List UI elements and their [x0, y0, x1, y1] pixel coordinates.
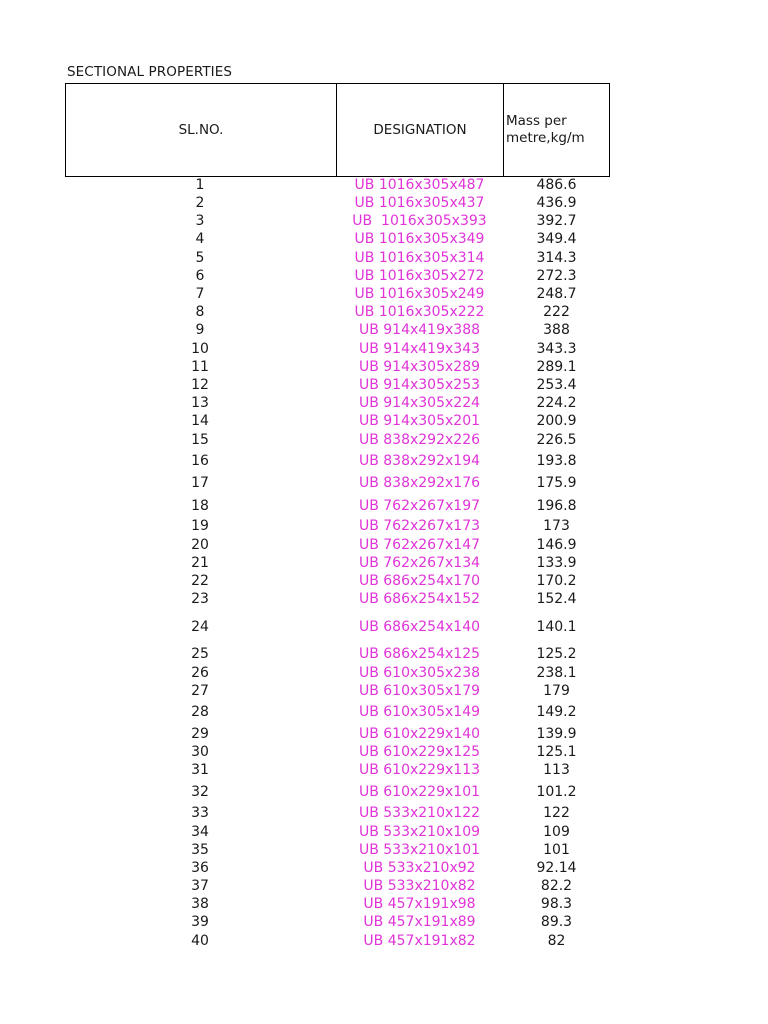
cell-designation: UB 1016x305x222	[354, 304, 485, 320]
table-row	[0, 932, 768, 950]
cell-mass: 101.2	[536, 784, 577, 800]
cell-slno: 31	[191, 762, 209, 778]
cell-mass: 133.9	[536, 555, 577, 571]
table-row	[0, 452, 768, 470]
cell-slno: 37	[191, 878, 209, 894]
cell-designation: UB 1016x305x487	[354, 177, 485, 193]
table-row	[0, 823, 768, 841]
cell-slno: 23	[191, 591, 209, 607]
cell-designation: UB 838x292x226	[358, 432, 481, 448]
cell-designation: UB 914x305x201	[358, 413, 481, 429]
cell-designation: UB 610x229x125	[358, 744, 481, 760]
cell-mass: 343.3	[536, 341, 577, 357]
cell-mass: 139.9	[536, 726, 577, 742]
cell-designation: UB 610x305x179	[358, 683, 481, 699]
table-row	[0, 194, 768, 212]
cell-mass: 179	[543, 683, 570, 699]
table-row	[0, 340, 768, 358]
header-designation: DESIGNATION	[337, 84, 504, 176]
cell-designation: UB 686x254x170	[358, 573, 481, 589]
cell-mass: 113	[543, 762, 570, 778]
header-mass-line1: Mass per	[506, 113, 567, 129]
table-row	[0, 474, 768, 492]
cell-mass: 314.3	[536, 250, 577, 266]
cell-slno: 2	[195, 195, 205, 211]
cell-mass: 101	[543, 842, 570, 858]
cell-designation: UB 1016x305x393	[352, 213, 487, 229]
cell-designation: UB 762x267x134	[358, 555, 481, 571]
cell-mass: 175.9	[536, 475, 577, 491]
cell-slno: 29	[191, 726, 209, 742]
cell-slno: 5	[195, 250, 205, 266]
cell-slno: 15	[191, 432, 209, 448]
cell-designation: UB 1016x305x272	[354, 268, 485, 284]
table-row	[0, 743, 768, 761]
cell-designation: UB 610x229x101	[358, 784, 481, 800]
table-row	[0, 431, 768, 449]
cell-mass: 253.4	[536, 377, 577, 393]
cell-slno: 27	[191, 683, 209, 699]
table-row	[0, 554, 768, 572]
table-row	[0, 645, 768, 663]
table-row	[0, 249, 768, 267]
cell-mass: 89.3	[540, 914, 573, 930]
table-row	[0, 895, 768, 913]
cell-slno: 11	[191, 359, 209, 375]
table-row	[0, 682, 768, 700]
cell-mass: 200.9	[536, 413, 577, 429]
cell-designation: UB 686x254x152	[358, 591, 481, 607]
table-row	[0, 212, 768, 230]
cell-mass: 193.8	[536, 453, 577, 469]
cell-mass: 170.2	[536, 573, 577, 589]
cell-slno: 26	[191, 665, 209, 681]
cell-designation: UB 610x305x238	[358, 665, 481, 681]
cell-mass: 222	[543, 304, 570, 320]
cell-slno: 17	[191, 475, 209, 491]
cell-mass: 92.14	[536, 860, 577, 876]
cell-mass: 224.2	[536, 395, 577, 411]
cell-slno: 24	[191, 619, 209, 635]
table-row	[0, 394, 768, 412]
cell-slno: 8	[195, 304, 205, 320]
cell-mass: 272.3	[536, 268, 577, 284]
sheet-title: SECTIONAL PROPERTIES	[67, 64, 233, 80]
cell-mass: 248.7	[536, 286, 577, 302]
cell-designation: UB 533x210x82	[363, 878, 476, 894]
cell-designation: UB 1016x305x249	[354, 286, 485, 302]
cell-mass: 122	[543, 805, 570, 821]
cell-mass: 392.7	[536, 213, 577, 229]
cell-mass: 436.9	[536, 195, 577, 211]
table-row	[0, 303, 768, 321]
table-row	[0, 703, 768, 721]
cell-slno: 12	[191, 377, 209, 393]
cell-mass: 82	[547, 933, 566, 949]
cell-slno: 30	[191, 744, 209, 760]
table-row	[0, 725, 768, 743]
cell-slno: 35	[191, 842, 209, 858]
table-row	[0, 877, 768, 895]
cell-mass: 349.4	[536, 231, 577, 247]
cell-designation: UB 914x419x343	[358, 341, 481, 357]
cell-mass: 173	[543, 518, 570, 534]
cell-slno: 33	[191, 805, 209, 821]
cell-slno: 13	[191, 395, 209, 411]
cell-slno: 18	[191, 498, 209, 514]
cell-mass: 486.6	[536, 177, 577, 193]
cell-designation: UB 762x267x147	[358, 537, 481, 553]
cell-mass: 289.1	[536, 359, 577, 375]
cell-designation: UB 686x254x140	[358, 619, 481, 635]
cell-designation: UB 457x191x98	[363, 896, 476, 912]
cell-designation: UB 533x210x92	[363, 860, 476, 876]
cell-mass: 82.2	[540, 878, 573, 894]
cell-slno: 22	[191, 573, 209, 589]
cell-mass: 226.5	[536, 432, 577, 448]
cell-designation: UB 914x419x388	[358, 322, 481, 338]
table-row	[0, 412, 768, 430]
cell-designation: UB 1016x305x314	[354, 250, 485, 266]
table-row	[0, 376, 768, 394]
table-row	[0, 664, 768, 682]
cell-designation: UB 533x210x101	[358, 842, 481, 858]
table-row	[0, 536, 768, 554]
cell-mass: 146.9	[536, 537, 577, 553]
cell-mass: 98.3	[540, 896, 573, 912]
cell-slno: 14	[191, 413, 209, 429]
cell-designation: UB 762x267x173	[358, 518, 481, 534]
cell-slno: 1	[195, 177, 205, 193]
table-row	[0, 841, 768, 859]
table-row	[0, 913, 768, 931]
cell-mass: 238.1	[536, 665, 577, 681]
cell-slno: 32	[191, 784, 209, 800]
table-row	[0, 267, 768, 285]
cell-slno: 40	[191, 933, 209, 949]
cell-slno: 34	[191, 824, 209, 840]
cell-mass: 196.8	[536, 498, 577, 514]
cell-designation: UB 914x305x253	[358, 377, 481, 393]
cell-slno: 25	[191, 646, 209, 662]
cell-designation: UB 838x292x176	[358, 475, 481, 491]
cell-designation: UB 838x292x194	[358, 453, 481, 469]
cell-mass: 125.2	[536, 646, 577, 662]
cell-slno: 16	[191, 453, 209, 469]
cell-designation: UB 533x210x122	[358, 805, 481, 821]
cell-slno: 28	[191, 704, 209, 720]
cell-designation: UB 686x254x125	[358, 646, 481, 662]
cell-mass: 140.1	[536, 619, 577, 635]
cell-mass: 388	[543, 322, 570, 338]
cell-mass: 149.2	[536, 704, 577, 720]
table-row	[0, 783, 768, 801]
table-row	[0, 590, 768, 608]
cell-slno: 7	[195, 286, 205, 302]
table-row	[0, 618, 768, 636]
cell-mass: 125.1	[536, 744, 577, 760]
table-row	[0, 176, 768, 194]
header-mass-line2: metre,kg/m	[506, 130, 585, 146]
cell-designation: UB 1016x305x437	[354, 195, 485, 211]
table-row	[0, 321, 768, 339]
cell-slno: 36	[191, 860, 209, 876]
table-row	[0, 804, 768, 822]
cell-slno: 4	[195, 231, 205, 247]
cell-slno: 20	[191, 537, 209, 553]
cell-designation: UB 457x191x89	[363, 914, 476, 930]
cell-mass: 152.4	[536, 591, 577, 607]
cell-mass: 109	[543, 824, 570, 840]
cell-designation: UB 914x305x224	[358, 395, 481, 411]
cell-slno: 19	[191, 518, 209, 534]
table-row	[0, 761, 768, 779]
cell-slno: 3	[195, 213, 205, 229]
header-slno: SL.NO.	[66, 84, 337, 176]
cell-designation: UB 762x267x197	[358, 498, 481, 514]
cell-slno: 39	[191, 914, 209, 930]
cell-slno: 9	[195, 322, 205, 338]
table-row	[0, 285, 768, 303]
cell-designation: UB 1016x305x349	[354, 231, 485, 247]
table-row	[0, 497, 768, 515]
cell-slno: 10	[191, 341, 209, 357]
cell-slno: 21	[191, 555, 209, 571]
cell-designation: UB 533x210x109	[358, 824, 481, 840]
cell-designation: UB 610x229x140	[358, 726, 481, 742]
table-row	[0, 517, 768, 535]
table-row	[0, 230, 768, 248]
table-row	[0, 358, 768, 376]
table-row	[0, 859, 768, 877]
cell-designation: UB 914x305x289	[358, 359, 481, 375]
cell-designation: UB 610x229x113	[358, 762, 481, 778]
cell-designation: UB 610x305x149	[358, 704, 481, 720]
cell-slno: 38	[191, 896, 209, 912]
cell-slno: 6	[195, 268, 205, 284]
cell-designation: UB 457x191x82	[363, 933, 476, 949]
table-row	[0, 572, 768, 590]
